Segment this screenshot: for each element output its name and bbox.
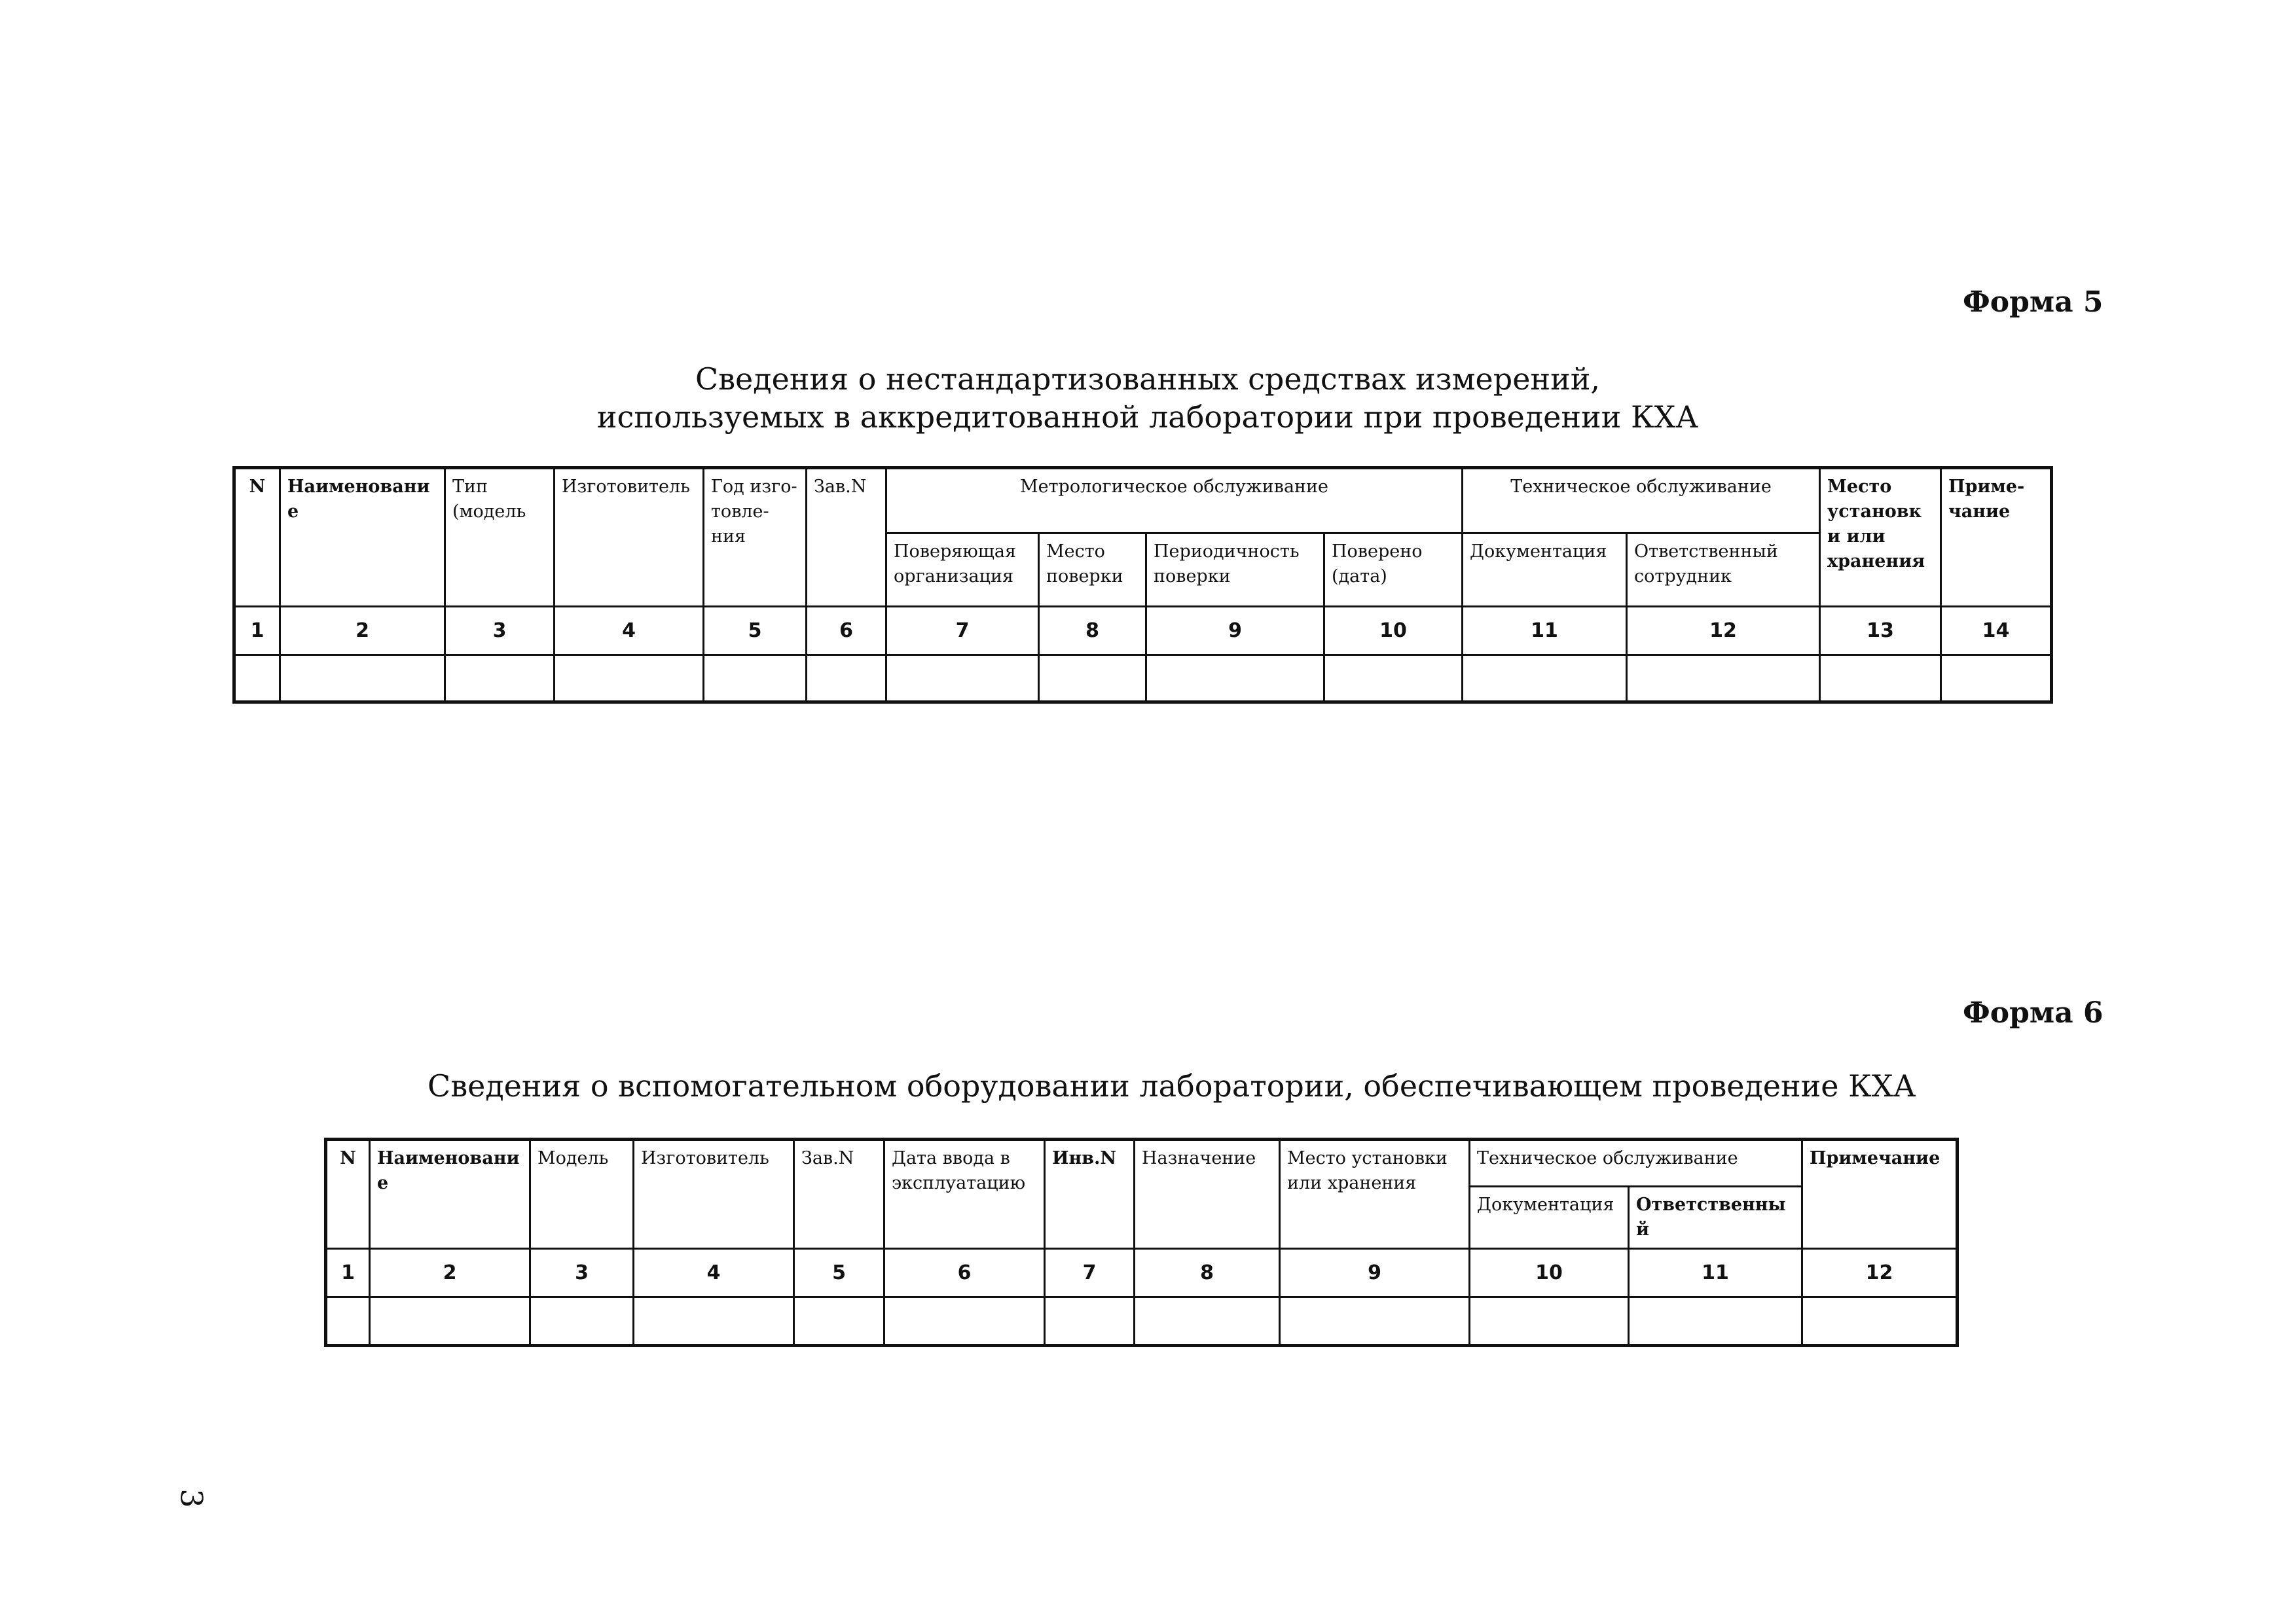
page-number: 3 [173,1489,210,1508]
form6-label: Форма 6 [1963,996,2104,1030]
form6-empty-cell [1629,1297,1802,1346]
form5-col-number: 12 [1627,607,1820,655]
form5-header-verified-date: Поверено (дата) [1324,533,1463,607]
form6-header-commissioning-date: Дата ввода в эксплуатацию [884,1140,1045,1249]
form6-empty-row [326,1297,1958,1346]
form5-header-verification-period: Периодичность поверки [1146,533,1324,607]
form6-header-row-1 [326,1140,1958,1187]
form6-empty-cell [1470,1297,1629,1346]
form6-empty-cell [634,1297,794,1346]
form6-numbers-row [326,1249,1958,1297]
form5-header-row-1 [234,468,2052,533]
form5-col-number: 4 [555,607,704,655]
form5-header-location: Место установки или хранения [1820,468,1941,607]
form6-col-number: 9 [1280,1249,1470,1297]
form5-empty-cell [1324,655,1463,702]
form5-numbers-row [234,607,2052,655]
form6-table [324,1138,1959,1347]
form5-empty-cell [1941,655,2052,702]
form5-col-number: 1 [234,607,280,655]
form5-title-line2: используемых в аккредитованной лаборатории при проведении КХА [596,399,1699,435]
form6-header-technical-group: Техническое обслуживание [1470,1140,1802,1187]
form6-col-number: 2 [370,1249,530,1297]
form6-header-documentation: Документация [1470,1187,1629,1249]
form6-col-number: 4 [634,1249,794,1297]
form5-empty-cell [807,655,886,702]
form5-header-metrology-group: Метрологическое обслуживание [886,468,1463,533]
form6-empty-cell [370,1297,530,1346]
form5-empty-cell [1039,655,1146,702]
form6-col-number: 8 [1135,1249,1280,1297]
form5-header-manufacturer: Изготовитель [555,468,704,607]
form5-title [558,360,1737,436]
form5-empty-cell [1146,655,1324,702]
form5-table [232,466,2053,704]
form6-empty-cell [1045,1297,1135,1346]
form6-col-number: 12 [1802,1249,1958,1297]
form6-empty-cell [530,1297,634,1346]
form5-col-number: 6 [807,607,886,655]
form5-header-name: Наименование [280,468,445,607]
form5-col-number: 3 [445,607,555,655]
form6-empty-cell [1135,1297,1280,1346]
form5-label: Форма 5 [1963,285,2104,319]
form5-header-type: Тип (модель [445,468,555,607]
form5-col-number: 14 [1941,607,2052,655]
form6-col-number: 6 [884,1249,1045,1297]
form5-col-number: 8 [1039,607,1146,655]
form6-col-number: 3 [530,1249,634,1297]
form6-header-model: Модель [530,1140,634,1249]
form6-empty-cell [326,1297,370,1346]
form6-header-inventory: Инв.N [1045,1140,1135,1249]
form5-header-documentation: Документация [1463,533,1627,607]
form6-empty-cell [884,1297,1045,1346]
form5-empty-cell [280,655,445,702]
form5-empty-cell [555,655,704,702]
form5-header-verification-place: Место поверки [1039,533,1146,607]
form5-header-technical-group: Техническое обслуживание [1463,468,1820,533]
form6-empty-cell [794,1297,884,1346]
form5-title-line1: Сведения о нестандартизованных средствах измерений, [695,361,1601,397]
form5-col-number: 13 [1820,607,1941,655]
form5-empty-cell [886,655,1039,702]
form5-header-note: Приме- чание [1941,468,2052,607]
form5-empty-cell [1463,655,1627,702]
form6-header-serial: Зав.N [794,1140,884,1249]
form6-header-purpose: Назначение [1135,1140,1280,1249]
form5-empty-cell [1627,655,1820,702]
form5-empty-row [234,655,2052,702]
form6-header-name: Наименование [370,1140,530,1249]
form6-header-manufacturer: Изготовитель [634,1140,794,1249]
form6-col-number: 11 [1629,1249,1802,1297]
form5-empty-cell [445,655,555,702]
form6-header-note: Примечание [1802,1140,1958,1249]
form6-col-number: 10 [1470,1249,1629,1297]
form5-col-number: 7 [886,607,1039,655]
form5-col-number: 11 [1463,607,1627,655]
form5-header-year: Год изго- товле- ния [704,468,807,607]
form6-header-location: Место установки или хранения [1280,1140,1470,1249]
form5-col-number: 10 [1324,607,1463,655]
form6-title: Сведения о вспомогательном оборудовании лаборатории, обеспечивающем проведение КХА [428,1068,1916,1104]
form5-header-verifying-org: Поверяющая организация [886,533,1039,607]
form6-header-responsible: Ответственный [1629,1187,1802,1249]
form5-header-n: N [234,468,280,607]
form5-header-serial: Зав.N [807,468,886,607]
form5-header-responsible: Ответственный сотрудник [1627,533,1820,607]
form6-header-n: N [326,1140,370,1249]
form6-col-number: 7 [1045,1249,1135,1297]
form5-col-number: 5 [704,607,807,655]
form5-empty-cell [234,655,280,702]
form6-col-number: 5 [794,1249,884,1297]
form5-col-number: 9 [1146,607,1324,655]
form6-empty-cell [1802,1297,1958,1346]
form6-col-number: 1 [326,1249,370,1297]
form5-col-number: 2 [280,607,445,655]
form6-empty-cell [1280,1297,1470,1346]
form5-empty-cell [704,655,807,702]
form5-empty-cell [1820,655,1941,702]
